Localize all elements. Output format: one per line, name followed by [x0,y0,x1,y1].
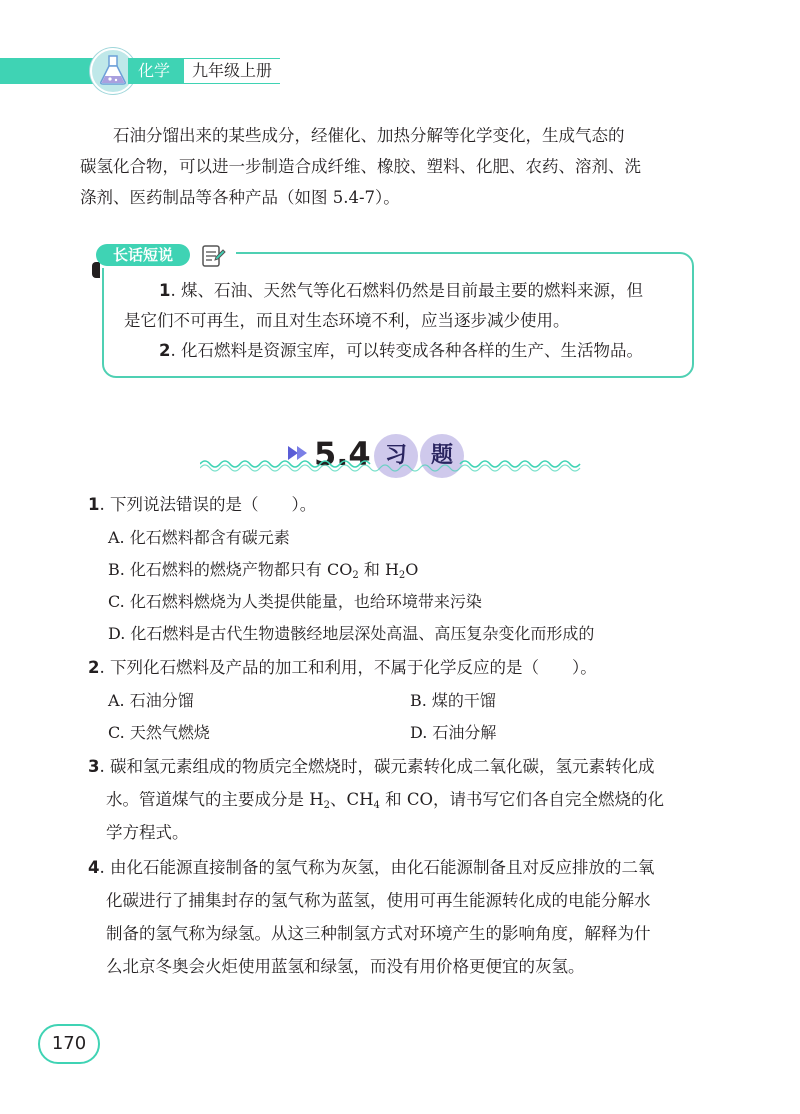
question-3-line-2: 水。管道煤气的主要成分是 $H_2$、$CH_4$ 和 CO，请书写它们各自完全燃烧的化 [106,790,665,811]
header-grade: 九年级上册 [184,58,280,84]
question-1-stem: 1. 下列说法错误的是（ ）。 [88,495,317,514]
intro-line-3: 涤剂、医药制品等各种产品（如图 5.4-7）。 [80,188,400,207]
question-3-line-1: 3. 碳和氢元素组成的物质完全燃烧时，碳元素转化成二氧化碳，氢元素转化成 [88,757,655,776]
question-1-option-a: A. 化石燃料都含有碳元素 [108,528,290,547]
wave-underline [200,456,600,472]
summary-item-1-line-1: 1. 煤、石油、天然气等化石燃料仍然是目前最主要的燃料来源，但 [159,281,643,300]
question-2-option-c: C. 天然气燃烧 [108,723,210,742]
summary-item-2: 2. 化石燃料是资源宝库，可以转变成各种各样的生产、生活物品。 [159,341,643,360]
section-number: 5.4 [314,435,371,473]
intro-line-1: 石油分馏出来的某些成分，经催化、加热分解等化学变化，生成气态的 [113,126,625,145]
page-number: 170 [38,1024,100,1064]
notepad-icon [200,243,226,269]
question-4-line-4: 么北京冬奥会火炬使用蓝氢和绿氢，而没有用价格更便宜的灰氢。 [106,957,585,976]
section-title-char-2: 题 [420,434,464,478]
question-2-option-a: A. 石油分馏 [108,691,194,710]
question-1-option-b: B. 化石燃料的燃烧产物都只有 $CO_2$ 和 $H_2O$ [108,560,419,581]
question-4-line-2: 化碳进行了捕集封存的氢气称为蓝氢，使用可再生能源转化成的电能分解水 [106,891,651,910]
summary-tab-marker [92,262,100,278]
question-4-line-1: 4. 由化石能源直接制备的氢气称为灰氢，由化石能源制备且对反应排放的二氧 [88,858,655,877]
header-band [0,58,96,84]
summary-item-1-num: 1 [159,281,171,300]
question-1-option-d: D. 化石燃料是古代生物遗骸经地层深处高温、高压复杂变化而形成的 [108,624,595,643]
summary-item-2-num: 2 [159,341,171,360]
summary-item-1-line-2: 是它们不可再生，而且对生态环境不利，应当逐步减少使用。 [124,311,570,330]
header-subject: 化学 [128,58,184,84]
question-3-line-3: 学方程式。 [106,823,189,842]
question-2-stem: 2. 下列化石燃料及产品的加工和利用，不属于化学反应的是（ ）。 [88,658,597,677]
summary-tab-label: 长话短说 [96,244,190,266]
section-title-char-1: 习 [374,434,418,478]
question-1-option-c: C. 化石燃料燃烧为人类提供能量，也给环境带来污染 [108,592,482,611]
intro-line-2: 碳氢化合物，可以进一步制造合成纤维、橡胶、塑料、化肥、农药、溶剂、洗 [80,157,641,176]
question-2-option-b: B. 煤的干馏 [410,691,496,710]
question-4-line-3: 制备的氢气称为绿氢。从这三种制氢方式对环境产生的影响角度，解释为什 [106,924,651,943]
question-2-option-d: D. 石油分解 [410,723,497,742]
flask-icon [98,54,128,86]
